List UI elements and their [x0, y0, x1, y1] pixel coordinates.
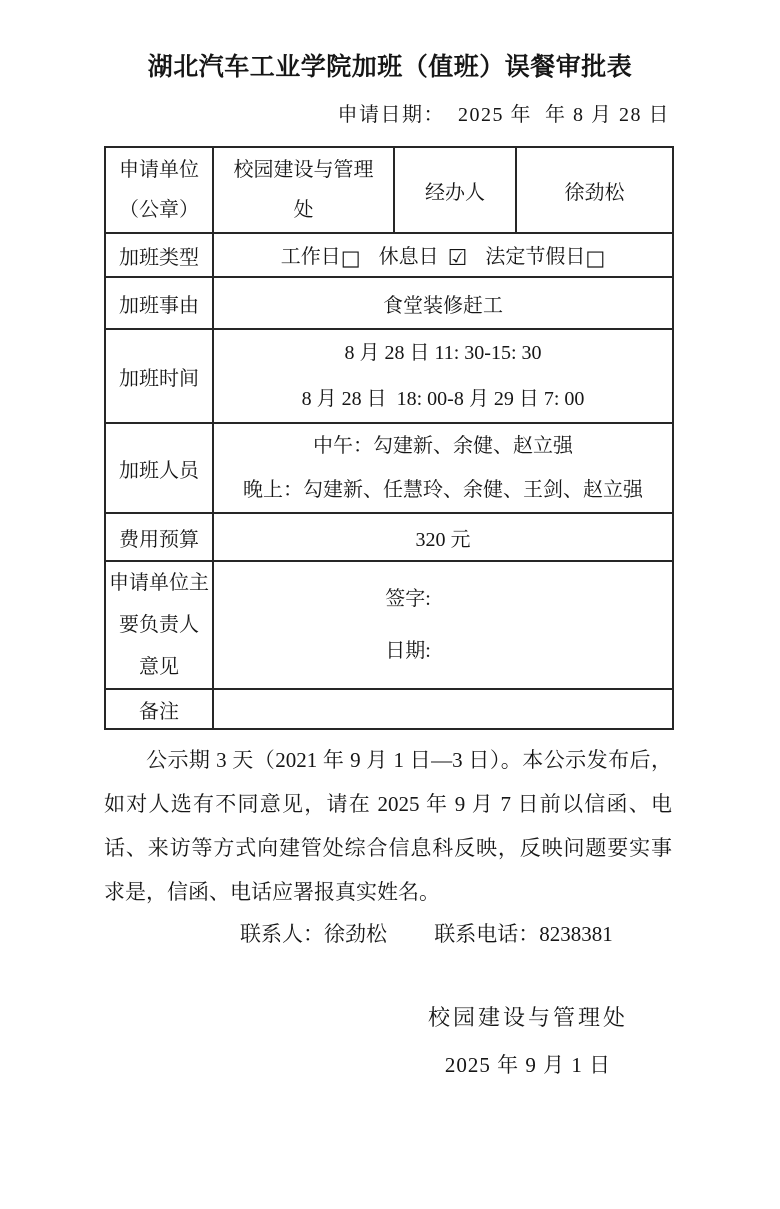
staff-line: 中午：勾建新、余健、赵立强 — [313, 435, 573, 457]
overtime-staff-label: 加班人员 — [105, 423, 213, 513]
row-overtime-reason — [105, 277, 673, 329]
contact-line: 联系人：徐劲松 联系电话：8238381 — [240, 922, 613, 946]
approval-form-table — [104, 146, 674, 730]
option-legal-holiday — [485, 246, 605, 268]
label-line: 意见 — [139, 656, 179, 678]
signature-organization: 校园建设与管理处 — [427, 1005, 628, 1030]
application-date-line: 申请日期： 2025 年 年 8 月 28 日 — [337, 104, 670, 126]
budget-label: 费用预算 — [105, 513, 213, 561]
applicant-unit-label — [105, 147, 213, 233]
budget-value: 320 元 — [213, 513, 673, 561]
document-content — [104, 102, 672, 1080]
sign-label: 签字: — [385, 588, 431, 610]
value-line: 处 — [293, 199, 314, 221]
row-budget — [105, 513, 673, 561]
handler-label: 经办人 — [394, 147, 516, 233]
row-leader-opinion — [105, 561, 673, 689]
option-workday-label: 工作日 — [280, 245, 341, 268]
overtime-type-label: 加班类型 — [105, 233, 213, 277]
signature-block — [214, 573, 672, 677]
label-line: 申请单位主 — [109, 572, 209, 594]
page-title: 湖北汽车工业学院加班（值班）误餐审批表 — [147, 54, 633, 81]
notice-line: 话、来访等方式向建管处综合信息科反映，反映问题要实事 — [104, 836, 672, 860]
leader-opinion-value — [213, 561, 673, 689]
notice-line: 公示期 3 天（2021 年 9 月 1 日—3 日）。本公示发布后， — [146, 748, 672, 772]
restday-checked-checkbox-icon: ☑ — [447, 245, 468, 271]
overtime-reason-value: 食堂装修赶工 — [213, 277, 673, 329]
overtime-time-value — [213, 329, 673, 423]
remarks-value — [213, 689, 673, 729]
option-workday — [281, 246, 361, 268]
row-overtime-type — [105, 233, 673, 277]
staff-line: 晚上：勾建新、任慧玲、余健、王剑、赵立强 — [243, 479, 643, 501]
value-line: 校园建设与管理 — [233, 159, 374, 181]
label-line: 申请单位 — [119, 159, 199, 181]
overtime-reason-label: 加班事由 — [105, 277, 213, 329]
remarks-label: 备注 — [105, 689, 213, 729]
public-notice-paragraph — [104, 738, 672, 914]
document-page — [0, 50, 780, 1209]
label-line: 要负责人 — [119, 614, 199, 636]
time-line: 8 月 28 日 11: 30-15: 30 — [344, 342, 542, 364]
overtime-time-label: 加班时间 — [105, 329, 213, 423]
notice-line: 如对人选有不同意见，请在 2025 年 9 月 7 日前以信函、电 — [104, 792, 672, 816]
row-applicant-unit — [105, 147, 673, 233]
option-legal-holiday-label: 法定节假日 — [485, 245, 586, 268]
row-remarks — [105, 689, 673, 729]
legal-holiday-checkbox-icon: □ — [585, 245, 606, 270]
signature-date: 2025 年 9 月 1 日 — [444, 1053, 612, 1077]
option-restday — [378, 245, 468, 271]
overtime-staff-value — [213, 423, 673, 513]
overtime-type-options — [213, 233, 673, 277]
leader-opinion-label — [105, 561, 213, 689]
handler-value: 徐劲松 — [516, 147, 673, 233]
row-overtime-staff — [105, 423, 673, 513]
notice-line: 求是，信函、电话应署报真实姓名。 — [104, 880, 440, 904]
time-line: 8 月 28 日 18: 00-8 月 29 日 7: 00 — [301, 388, 585, 410]
option-restday-label: 休息日 — [378, 245, 439, 268]
applicant-unit-value — [213, 147, 394, 233]
date-label: 日期: — [385, 640, 431, 662]
workday-checkbox-icon: □ — [340, 245, 361, 270]
row-overtime-time — [105, 329, 673, 423]
label-line: （公章） — [119, 199, 199, 221]
